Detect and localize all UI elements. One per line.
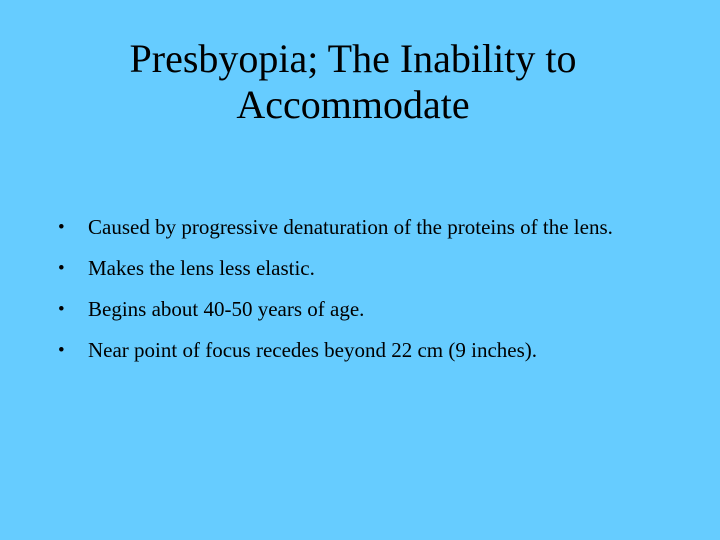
bullet-item-3 — [58, 294, 668, 325]
bullet-item-1 — [58, 212, 668, 243]
bullet-icon: • — [58, 217, 65, 238]
bullet-item-2 — [58, 253, 668, 284]
bullet-text-4: Near point of focus recedes beyond 22 cm (9 inches). — [88, 338, 538, 362]
slide-title — [60, 36, 646, 128]
bullet-icon: • — [58, 299, 65, 320]
bullet-text-1: Caused by progressive denaturation of the proteins of the lens. — [88, 215, 613, 239]
slide-title-line-2: Accommodate — [236, 82, 470, 127]
bullet-icon: • — [58, 340, 65, 361]
bullet-item-4 — [58, 335, 668, 366]
slide-title-line-1: Presbyopia; The Inability to — [129, 36, 577, 81]
bullet-icon: • — [58, 258, 65, 279]
bullet-text-2: Makes the lens less elastic. — [88, 256, 315, 280]
bullet-list — [58, 212, 668, 376]
bullet-text-3: Begins about 40-50 years of age. — [88, 297, 365, 321]
